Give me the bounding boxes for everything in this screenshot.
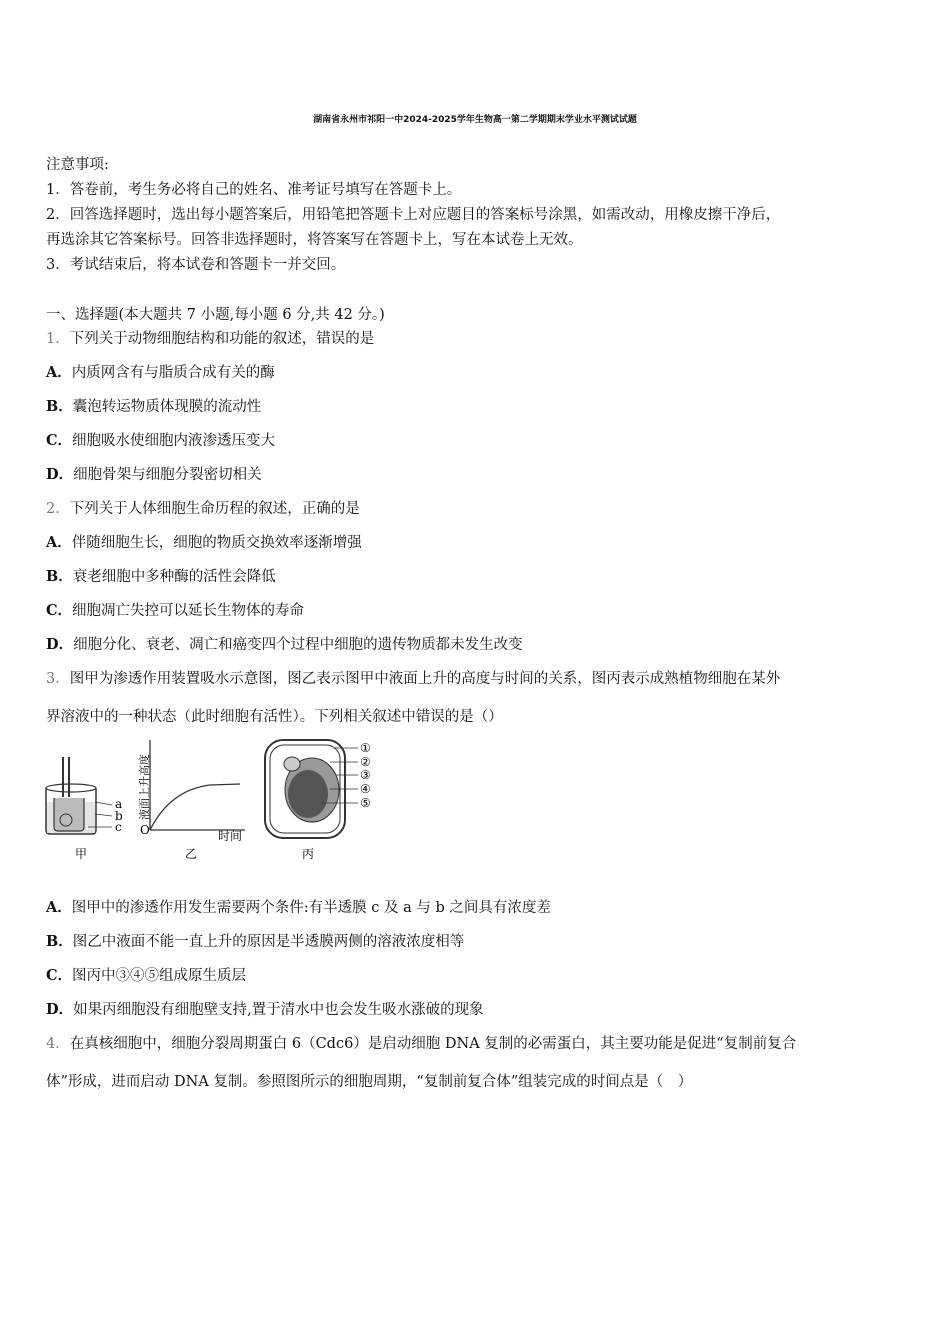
question-3-stem	[46, 667, 780, 688]
graph-origin: O	[140, 823, 150, 837]
question-1-option-a	[46, 361, 275, 382]
question-number: 4．	[46, 1036, 70, 1052]
option-text: 图甲中的渗透作用发生需要两个条件:有半透膜 c 及 a 与 b 之间具有浓度差	[71, 900, 551, 916]
option-label: D．	[46, 1001, 74, 1018]
marker-3: ③	[360, 768, 371, 782]
question-1-option-b	[46, 395, 261, 416]
question-3-option-a	[46, 896, 551, 917]
question-3-stem-cont: 界溶液中的一种状态（此时细胞有活性）。下列相关叙述中错误的是（）	[46, 709, 503, 725]
marker-4: ④	[360, 782, 371, 796]
question-1-option-d	[46, 463, 262, 484]
option-text: 伴随细胞生长，细胞的物质交换效率逐渐增强	[71, 535, 362, 551]
question-number: 3．	[46, 671, 70, 687]
question-text: 下列关于动物细胞结构和功能的叙述，错误的是	[69, 331, 375, 347]
option-text: 细胞吸水使细胞内液渗透压变大	[72, 433, 276, 449]
label-yi: 乙	[185, 847, 198, 861]
marker-2: ②	[360, 755, 371, 769]
option-label: C．	[46, 967, 73, 984]
notice-item: 2．回答选择题时，选出每小题答案后，用铅笔把答题卡上对应题目的答案标号涂黑，如需改动，用橡皮擦干净后，	[46, 207, 781, 223]
question-text: 下列关于人体细胞生命历程的叙述，正确的是	[69, 501, 360, 517]
question-number: 1．	[46, 331, 70, 347]
question-text: 在真核细胞中，细胞分裂周期蛋白 6（Cdc6）是启动细胞 DNA 复制的必需蛋白，其主要功能是促进“复制前复合	[69, 1036, 797, 1052]
question-2-option-a	[46, 531, 362, 552]
question-4-stem	[46, 1032, 796, 1053]
option-label: C．	[46, 602, 73, 619]
notice-item: 3．考试结束后，将本试卷和答题卡一并交回。	[46, 257, 346, 273]
option-text: 内质网含有与脂质合成有关的酶	[71, 365, 275, 381]
question-number: 2．	[46, 501, 70, 517]
option-text: 细胞分化、衰老、凋亡和癌变四个过程中细胞的遗传物质都未发生改变	[73, 637, 523, 653]
question-3-option-c	[46, 964, 246, 985]
marker-5: ⑤	[360, 796, 371, 810]
option-text: 衰老细胞中多种酶的活性会降低	[72, 569, 276, 585]
option-text: 图乙中液面不能一直上升的原因是半透膜两侧的溶液浓度相等	[72, 934, 465, 950]
section-heading: 一、选择题(本大题共 7 小题,每小题 6 分,共 42 分。)	[46, 307, 385, 323]
option-label: D．	[46, 636, 74, 653]
option-label: A．	[46, 364, 72, 381]
label-b: b	[115, 809, 123, 823]
question-3-option-b	[46, 930, 464, 951]
question-3-option-d	[46, 998, 484, 1019]
option-label: A．	[46, 899, 72, 916]
osmosis-figure	[40, 732, 400, 867]
option-text: 细胞骨架与细胞分裂密切相关	[73, 467, 262, 483]
question-text: 图甲为渗透作用装置吸水示意图，图乙表示图甲中液面上升的高度与时间的关系，图丙表示成熟植物细胞在某外	[69, 671, 781, 687]
option-text: 如果丙细胞没有细胞壁支持,置于清水中也会发生吸水涨破的现象	[73, 1002, 484, 1018]
question-2-option-b	[46, 565, 276, 586]
x-axis-label: 时间	[218, 829, 243, 843]
question-2-option-c	[46, 599, 304, 620]
question-1-option-c	[46, 429, 275, 450]
plant-cell-diagram	[265, 740, 371, 861]
option-text: 图丙中③④⑤组成原生质层	[72, 968, 247, 984]
question-1-stem	[46, 327, 374, 348]
label-bing: 丙	[302, 847, 315, 861]
option-text: 细胞凋亡失控可以延长生物体的寿命	[72, 603, 305, 619]
option-label: B．	[46, 398, 73, 415]
option-label: D．	[46, 466, 74, 483]
notice-item: 再选涂其它答案标号。回答非选择题时，将答案写在答题卡上，写在本试卷上无效。	[46, 232, 583, 248]
apparatus-diagram	[46, 757, 123, 861]
option-label: B．	[46, 568, 73, 585]
label-a: a	[115, 797, 123, 811]
marker-1: ①	[360, 741, 371, 755]
question-2-stem	[46, 497, 360, 518]
y-axis-label: 液面上升高度	[138, 754, 151, 820]
notice-heading: 注意事项:	[46, 157, 109, 173]
option-label: A．	[46, 534, 72, 551]
notice-item: 1．答卷前，考生务必将自己的姓名、准考证号填写在答题卡上。	[46, 182, 462, 198]
question-2-option-d	[46, 633, 523, 654]
option-label: B．	[46, 933, 73, 950]
option-text: 囊泡转运物质体现膜的流动性	[72, 399, 262, 415]
page-title: 湖南省永州市祁阳一中2024-2025学年生物高一第二学期期末学业水平测试试题	[313, 115, 637, 125]
label-c: c	[115, 820, 122, 834]
label-jia: 甲	[75, 847, 88, 861]
question-4-stem-cont: 体”形成，进而启动 DNA 复制。参照图所示的细胞周期，“复制前复合体”组装完成的时间点是（ ）	[46, 1074, 693, 1090]
height-time-graph	[137, 740, 245, 861]
option-label: C．	[46, 432, 73, 449]
